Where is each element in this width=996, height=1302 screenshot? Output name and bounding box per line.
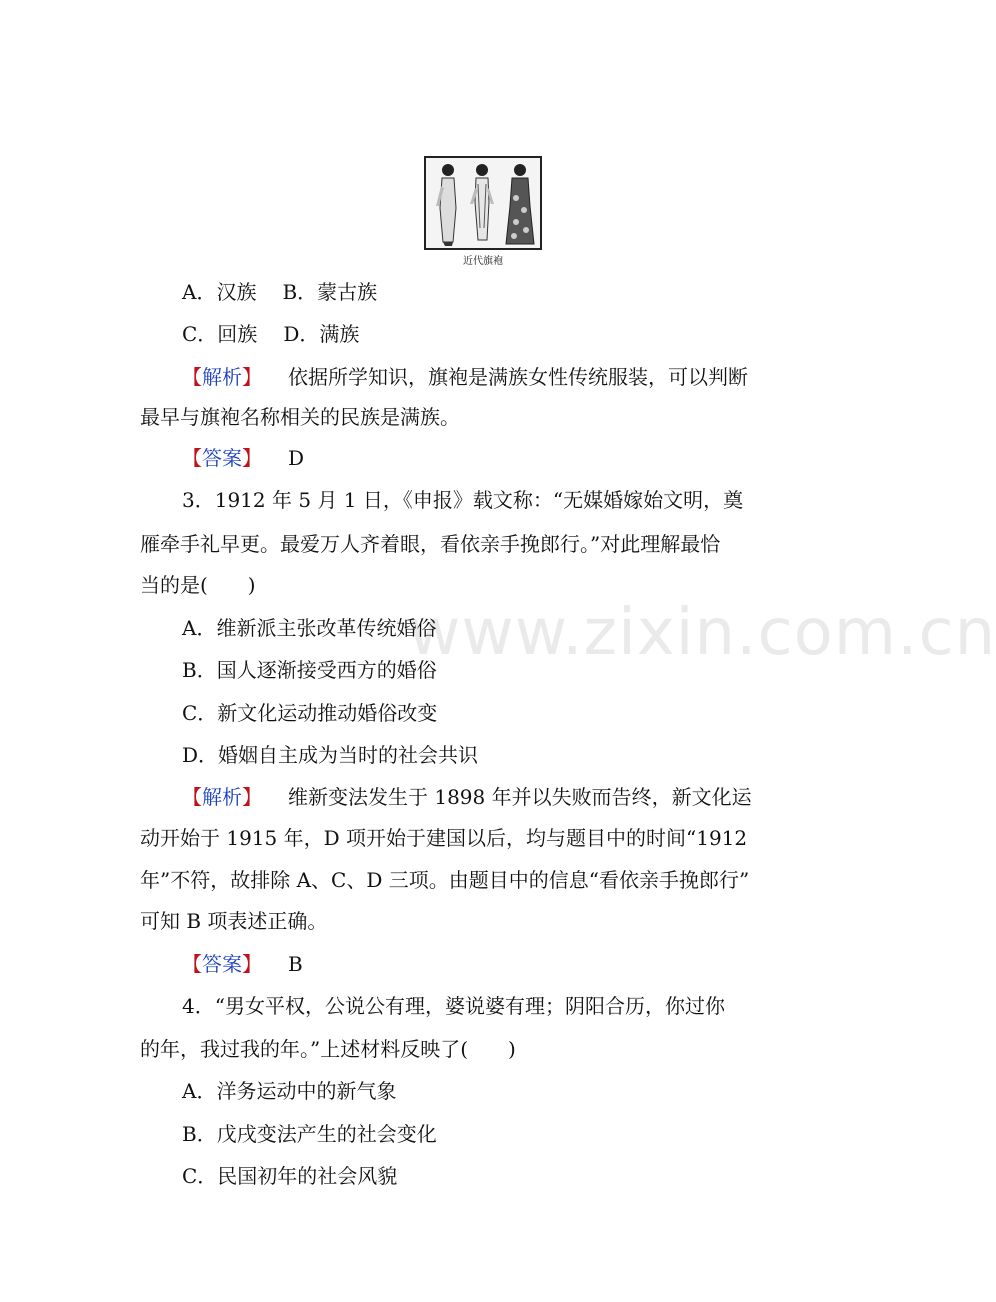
q4-option-b: B．戊戌变法产生的社会变化 xyxy=(182,1122,437,1146)
q2-option-b: B．蒙古族 xyxy=(282,280,378,304)
q4-option-c: C．民国初年的社会风貌 xyxy=(182,1164,398,1188)
watermark: www.zixin.com.cn xyxy=(408,596,996,670)
q4-stem-line1: 4．“男女平权，公说公有理，婆说婆有理；阴阳合历，你过你 xyxy=(182,994,725,1018)
q3-analysis-line2: 动开始于 1915 年，D 项开始于建国以后，均与题目中的时间“1912 xyxy=(140,826,748,850)
q4-stem-line2: 的年，我过我的年。”上述材料反映了( ) xyxy=(140,1037,516,1061)
q3-stem-line2: 雁牵手礼早更。最爱万人齐着眼，看依亲手挽郎行。”对此理解最恰 xyxy=(140,532,721,556)
q2-options-cd xyxy=(182,320,842,348)
q2-analysis-line1: 【解析】 依据所学知识，旗袍是满族女性传统服装，可以判断 xyxy=(182,365,748,389)
q3-analysis-line3: 年”不符，故排除 A、C、D 三项。由题目中的信息“看依亲手挽郎行” xyxy=(140,868,750,892)
q3-answer-tag: 【答案】 xyxy=(182,952,262,976)
q2-option-a: A．汉族 xyxy=(182,280,257,304)
q3-analysis-tag: 【解析】 xyxy=(182,785,262,809)
q2-options-ab xyxy=(182,278,842,306)
q2-analysis-line2: 最早与旗袍名称相关的民族是满族。 xyxy=(140,405,460,429)
q2-option-d: D．满族 xyxy=(283,322,360,346)
q2-answer-value: D xyxy=(288,446,305,470)
q3-stem-line3: 当的是( ) xyxy=(140,573,256,597)
q4-option-a: A．洋务运动中的新气象 xyxy=(182,1079,397,1103)
q3-stem-line1: 3．1912 年 5 月 1 日，《申报》载文称：“无媒婚嫁始文明，奠 xyxy=(182,488,744,512)
q3-option-b: B．国人逐渐接受西方的婚俗 xyxy=(182,658,437,682)
qipao-photo xyxy=(424,156,542,250)
q3-option-a: A．维新派主张改革传统婚俗 xyxy=(182,616,437,640)
qipao-figure xyxy=(424,156,542,267)
q3-analysis-line1: 【解析】 维新变法发生于 1898 年并以失败而告终，新文化运 xyxy=(182,785,752,809)
q2-answer-tag: 【答案】 xyxy=(182,446,262,470)
q3-option-d: D．婚姻自主成为当时的社会共识 xyxy=(182,743,479,767)
q2-answer xyxy=(182,444,842,472)
q2-analysis-tag: 【解析】 xyxy=(182,365,262,389)
figure-caption: 近代旗袍 xyxy=(463,256,503,267)
q3-option-c: C．新文化运动推动婚俗改变 xyxy=(182,701,438,725)
q3-analysis-line4: 可知 B 项表述正确。 xyxy=(140,909,328,933)
q3-answer xyxy=(182,950,842,978)
q3-answer-value: B xyxy=(288,952,303,976)
q2-option-c: C．回族 xyxy=(182,322,258,346)
